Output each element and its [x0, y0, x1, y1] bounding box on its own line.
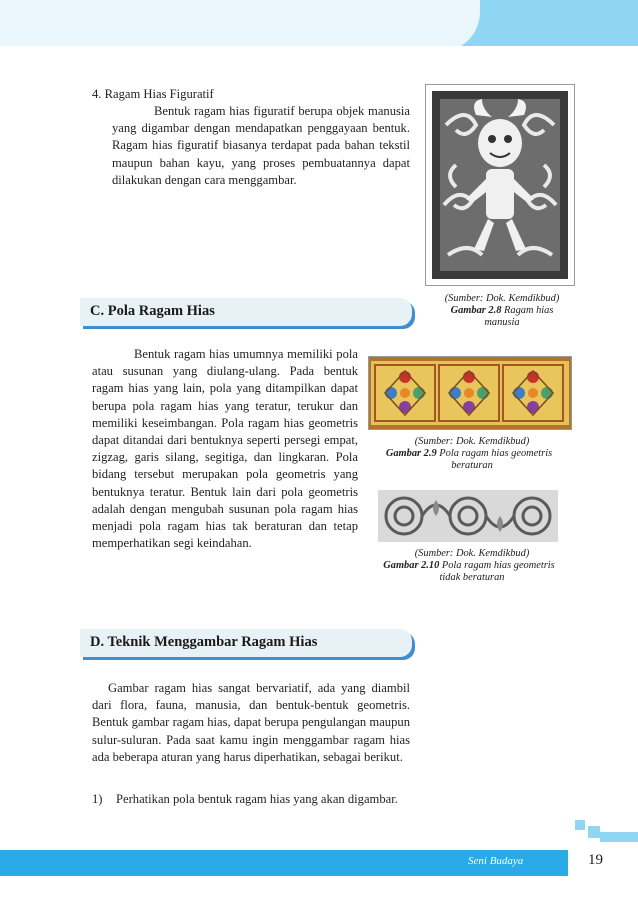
- section-d-item1-number: 1): [92, 792, 103, 806]
- figure-2-9-caption: [366, 448, 572, 460]
- section-d-heading: D. Teknik Menggambar Ragam Hias: [90, 634, 318, 650]
- figure-2-9-source: (Sumber: Dok. Kemdikbud): [414, 436, 530, 447]
- section4-body: Bentuk ragam hias figuratif berupa objek manusia yang digambar dengan mendapatkan penggayaan bentuk. Ragam hias figuratif biasanya terdapat pada bahan tekstil maupun bahan kayu, yang proses pembuatannya dapat dilakukan dengan cara menggambar.: [112, 104, 410, 187]
- figure-2-9-image: [368, 356, 572, 430]
- section-c-heading: C. Pola Ragam Hias: [90, 303, 215, 319]
- section-d-body: Gambar ragam hias sangat bervariatif, ada yang diambil dari flora, fauna, manusia, dan bentuk-bentuk geometris. Bentuk gambar ragam hias, dapat berupa pengulangan maupun sulur-suluran. Pada saat kamu ingin menggambar ragam hias ada beberapa aturan yang harus diperhatikan, sebagai berikut.: [92, 681, 410, 764]
- figure-2-9-caption-line2: beraturan: [451, 460, 493, 471]
- figure-2-8-image: [425, 84, 575, 286]
- figure-2-8-caption-line1: Ragam hias: [504, 305, 554, 316]
- figure-2-10-label: Gambar 2.10: [383, 560, 440, 571]
- page-number: 19: [588, 852, 603, 868]
- figure-2-10-source: (Sumber: Dok. Kemdikbud): [414, 548, 530, 559]
- figure-2-8-source: (Sumber: Dok. Kemdikbud): [444, 293, 560, 304]
- section-c-body: Bentuk ragam hias umumnya memiliki pola atau susunan yang diulang-ulang. Pada bentuk ragam hias yang lain, pola yang ditampilkan dapat berupa pola ragam hias yang teratur, terukur dan memiliki keseimbangan. Pola ragam hias geometris dapat ditandai dari bentuknya seperti persegi empat, zigzag, garis silang, segitiga, dan lingkaran. Pola bidang tersebut merupakan pola geometris yang bentuknya teratur. Bentuk lain dari pola geometris adalah dengan mengubah susunan pola ragam hias menjadi pola ragam hias tak beraturan dan tetap memperhatikan segi keindahan.: [92, 347, 358, 551]
- figure-2-10-caption-line2: tidak beraturan: [439, 572, 505, 583]
- figurative-ornament-icon: [426, 85, 574, 285]
- figure-2-10-image: [378, 490, 558, 542]
- geometric-regular-pattern-icon: [369, 357, 571, 429]
- figure-2-10-caption-line1: Pola ragam hias geometris: [441, 560, 555, 571]
- figure-2-8-label: Gambar 2.8: [450, 305, 502, 316]
- geometric-irregular-pattern-icon: [378, 490, 558, 542]
- figure-2-10-caption: [362, 560, 576, 572]
- top-banner-curve: [0, 0, 480, 52]
- figure-2-8-caption-line2: manusia: [484, 317, 520, 328]
- figure-2-9-label: Gambar 2.9: [385, 448, 437, 459]
- section4-title: 4. Ragam Hias Figuratif: [92, 87, 214, 101]
- page-number-box: [568, 842, 638, 907]
- figure-2-9-caption-line1: Pola ragam hias geometris: [439, 448, 553, 459]
- deco-square: [588, 826, 600, 838]
- top-banner-gap: [0, 46, 638, 54]
- footer-bar: [0, 850, 638, 876]
- section-c-heading-bar: [80, 298, 412, 326]
- footer-subject: Seni Budaya: [468, 855, 524, 867]
- section-d-item1-text: Perhatikan pola bentuk ragam hias yang akan digambar.: [116, 792, 398, 806]
- section-d-heading-bar: [80, 629, 412, 657]
- deco-square: [575, 820, 585, 830]
- figure-2-8-caption: [432, 305, 572, 317]
